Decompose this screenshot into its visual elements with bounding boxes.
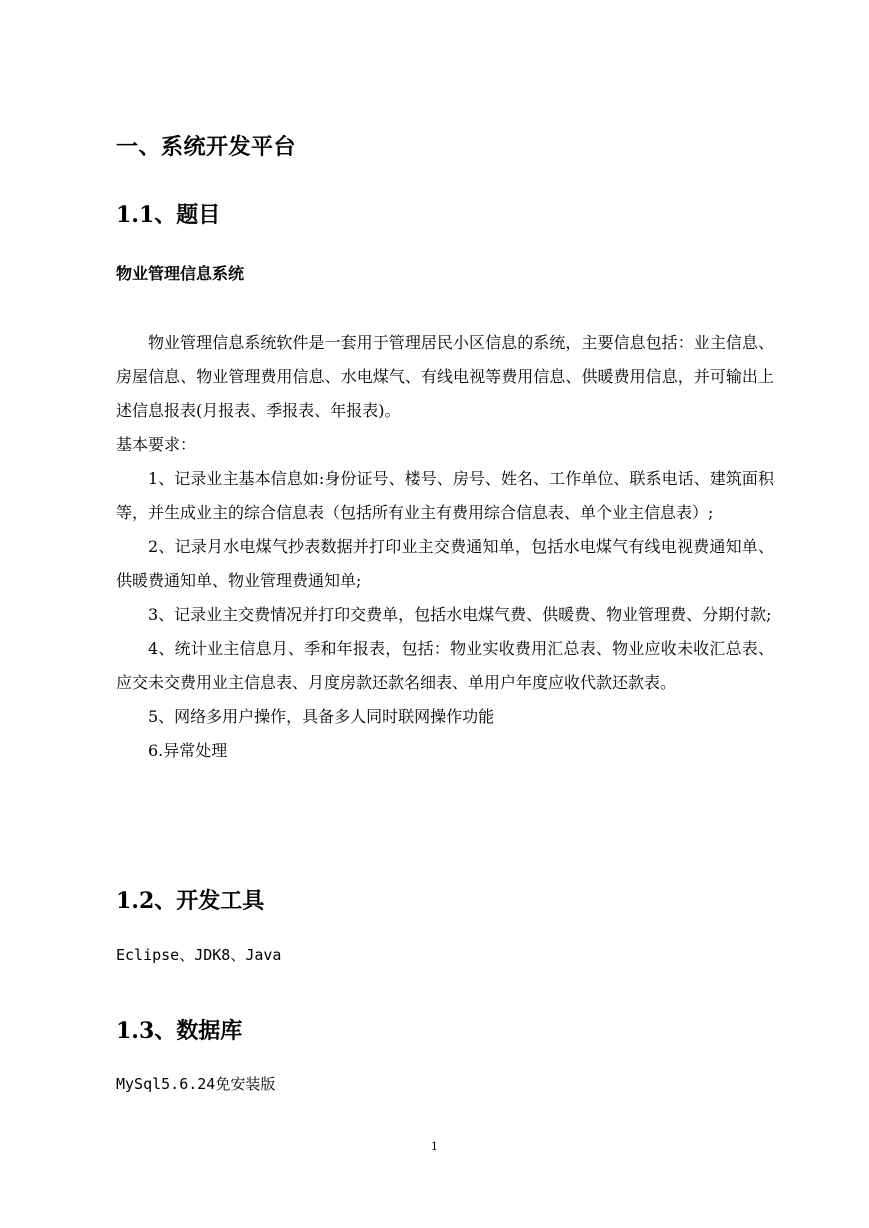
database-text: MySql5.6.24免安装版 (116, 1075, 276, 1093)
intro-paragraph: 物业管理信息系统软件是一套用于管理居民小区信息的系统，主要信息包括：业主信息、房屋信息、物业管理费用信息、水电煤气、有线电视等费用信息、供暖费用信息，并可输出上述信息报表(月报表、季报表、年报表)。 (116, 333, 774, 420)
section-heading-1-2: 1.2、开发工具 (116, 888, 265, 914)
dev-tools-text: Eclipse、JDK8、Java (116, 946, 282, 964)
requirement-item: 6.异常处理 (148, 741, 228, 760)
requirement-item: 2、记录月水电煤气抄表数据并打印业主交费通知单，包括水电煤气有线电视费通知单、供暖费通知单、物业管理费通知单; (116, 537, 774, 590)
requirements-body (116, 326, 774, 768)
project-title: 物业管理信息系统 (116, 264, 245, 283)
requirement-item: 3、记录业主交费情况并打印交费单，包括水电煤气费、供暖费、物业管理费、分期付款; (148, 605, 772, 624)
section-heading-1-3: 1.3、数据库 (116, 1018, 243, 1044)
section-heading-1-1: 1.1、题目 (116, 202, 221, 228)
requirement-item: 1、记录业主基本信息如:身份证号、楼号、房号、姓名、工作单位、联系电话、建筑面积等，并生成业主的综合信息表（包括所有业主有费用综合信息表、单个业主信息表）; (116, 469, 774, 522)
section-heading-1: 一、系统开发平台 (116, 134, 297, 160)
requirements-label: 基本要求： (116, 435, 197, 454)
requirement-item: 4、统计业主信息月、季和年报表，包括：物业实收费用汇总表、物业应收未收汇总表、应交未交费用业主信息表、月度房款还款名细表、单用户年度应收代款还款表。 (116, 639, 774, 692)
page-number: 1 (431, 1140, 438, 1153)
requirement-item: 5、网络多用户操作，具备多人同时联网操作功能 (148, 707, 495, 726)
